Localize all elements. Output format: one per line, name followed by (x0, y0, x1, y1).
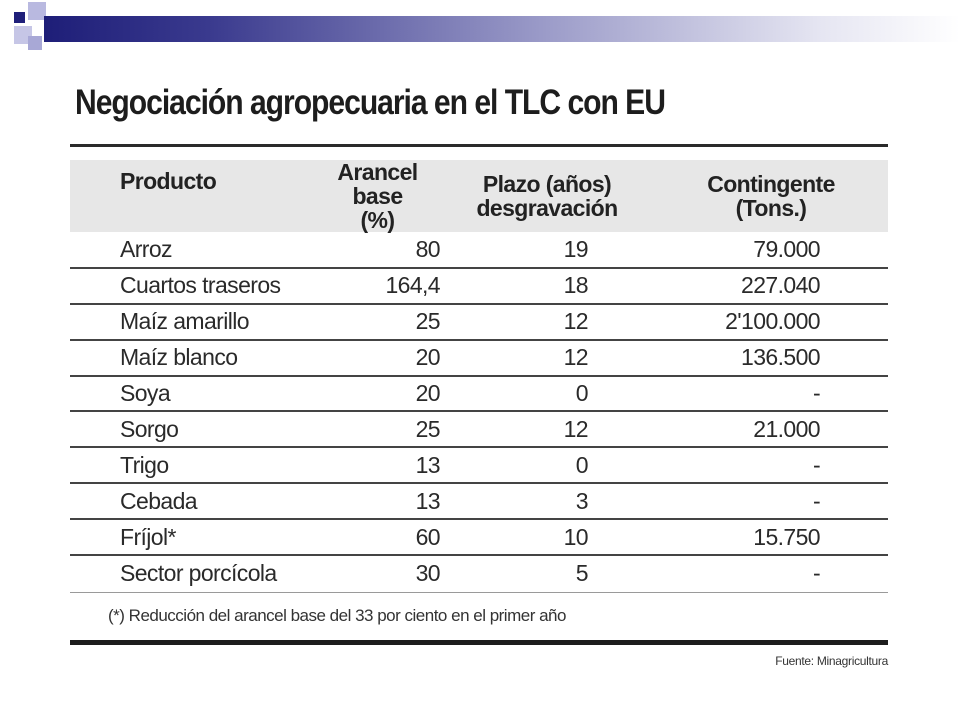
cell-producto: Maíz blanco (70, 340, 315, 376)
cell-producto: Soya (70, 376, 315, 412)
cell-plazo: 12 (440, 340, 654, 376)
col-header-producto (70, 160, 315, 232)
cell-contingente: - (654, 376, 888, 412)
source-credit: Fuente: Minagricultura (775, 654, 888, 668)
cell-arancel: 25 (315, 304, 440, 340)
table-row (70, 304, 888, 340)
cell-plazo: 12 (440, 411, 654, 447)
figure-title: Negociación agropecuaria en el TLC con EU (75, 83, 665, 122)
col-header-plazo (440, 160, 654, 232)
cell-arancel: 13 (315, 447, 440, 483)
table-row (70, 411, 888, 447)
table-row (70, 232, 888, 268)
header-row (70, 160, 888, 232)
col-header-contingente (654, 160, 888, 232)
cell-producto: Sorgo (70, 411, 315, 447)
cell-plazo: 10 (440, 519, 654, 555)
cell-plazo: 3 (440, 483, 654, 519)
cell-producto: Trigo (70, 447, 315, 483)
cell-arancel: 25 (315, 411, 440, 447)
cell-producto: Cuartos traseros (70, 268, 315, 304)
cell-contingente: - (654, 447, 888, 483)
col-header-line: desgravación (476, 195, 618, 221)
decor-square-navy (14, 12, 25, 23)
cell-plazo: 19 (563, 235, 588, 262)
cell-arancel: 30 (315, 555, 440, 591)
col-header-line: Producto (120, 168, 217, 194)
cell-producto: Maíz amarillo (70, 304, 315, 340)
col-header-line: Contingente (707, 171, 835, 197)
cell-contingente: 15.750 (654, 519, 888, 555)
table-row (70, 376, 888, 412)
bottom-rule (70, 640, 888, 645)
cell-producto: Sector porcícola (70, 555, 315, 591)
cell-producto: Cebada (70, 483, 315, 519)
table-row (70, 519, 888, 555)
table-body (70, 232, 888, 591)
cell-contingente: 136.500 (654, 340, 888, 376)
footnote: (*) Reducción del arancel base del 33 por ciento en el primer año (108, 606, 566, 625)
decor-square-lilac (28, 36, 42, 50)
cell-plazo: 0 (440, 447, 654, 483)
table-row (70, 447, 888, 483)
cell-plazo: 18 (440, 268, 654, 304)
cell-arancel: 164,4 (315, 268, 440, 304)
cell-arancel: 13 (315, 483, 440, 519)
slide-header-bar (44, 16, 960, 42)
table-row (70, 268, 888, 304)
col-header-line: Plazo (años) (482, 171, 612, 197)
tariff-table (70, 160, 888, 591)
cell-contingente: 79.000 (753, 235, 820, 262)
table-row (70, 340, 888, 376)
cell-contingente: - (654, 483, 888, 519)
cell-arancel: 80 (415, 235, 440, 262)
table-row (70, 483, 888, 519)
table-header (70, 160, 888, 232)
cell-contingente: 21.000 (654, 411, 888, 447)
cell-arancel: 20 (315, 340, 440, 376)
cell-contingente: - (654, 555, 888, 591)
cell-producto: Fríjol* (70, 519, 315, 555)
col-header-line: (Tons.) (735, 195, 807, 221)
cell-plazo: 5 (440, 555, 654, 591)
cell-contingente: 2'100.000 (654, 304, 888, 340)
table-row (70, 555, 888, 591)
cell-contingente: 227.040 (654, 268, 888, 304)
cell-arancel: 20 (315, 376, 440, 412)
cell-producto: Arroz (120, 235, 172, 262)
col-header-line: (%) (360, 207, 395, 233)
col-header-arancel (315, 160, 440, 232)
cell-plazo: 0 (440, 376, 654, 412)
footnote-rule (70, 592, 888, 593)
col-header-line: Arancel base (337, 159, 418, 209)
cell-arancel: 60 (315, 519, 440, 555)
cell-plazo: 12 (440, 304, 654, 340)
title-rule (70, 144, 888, 147)
